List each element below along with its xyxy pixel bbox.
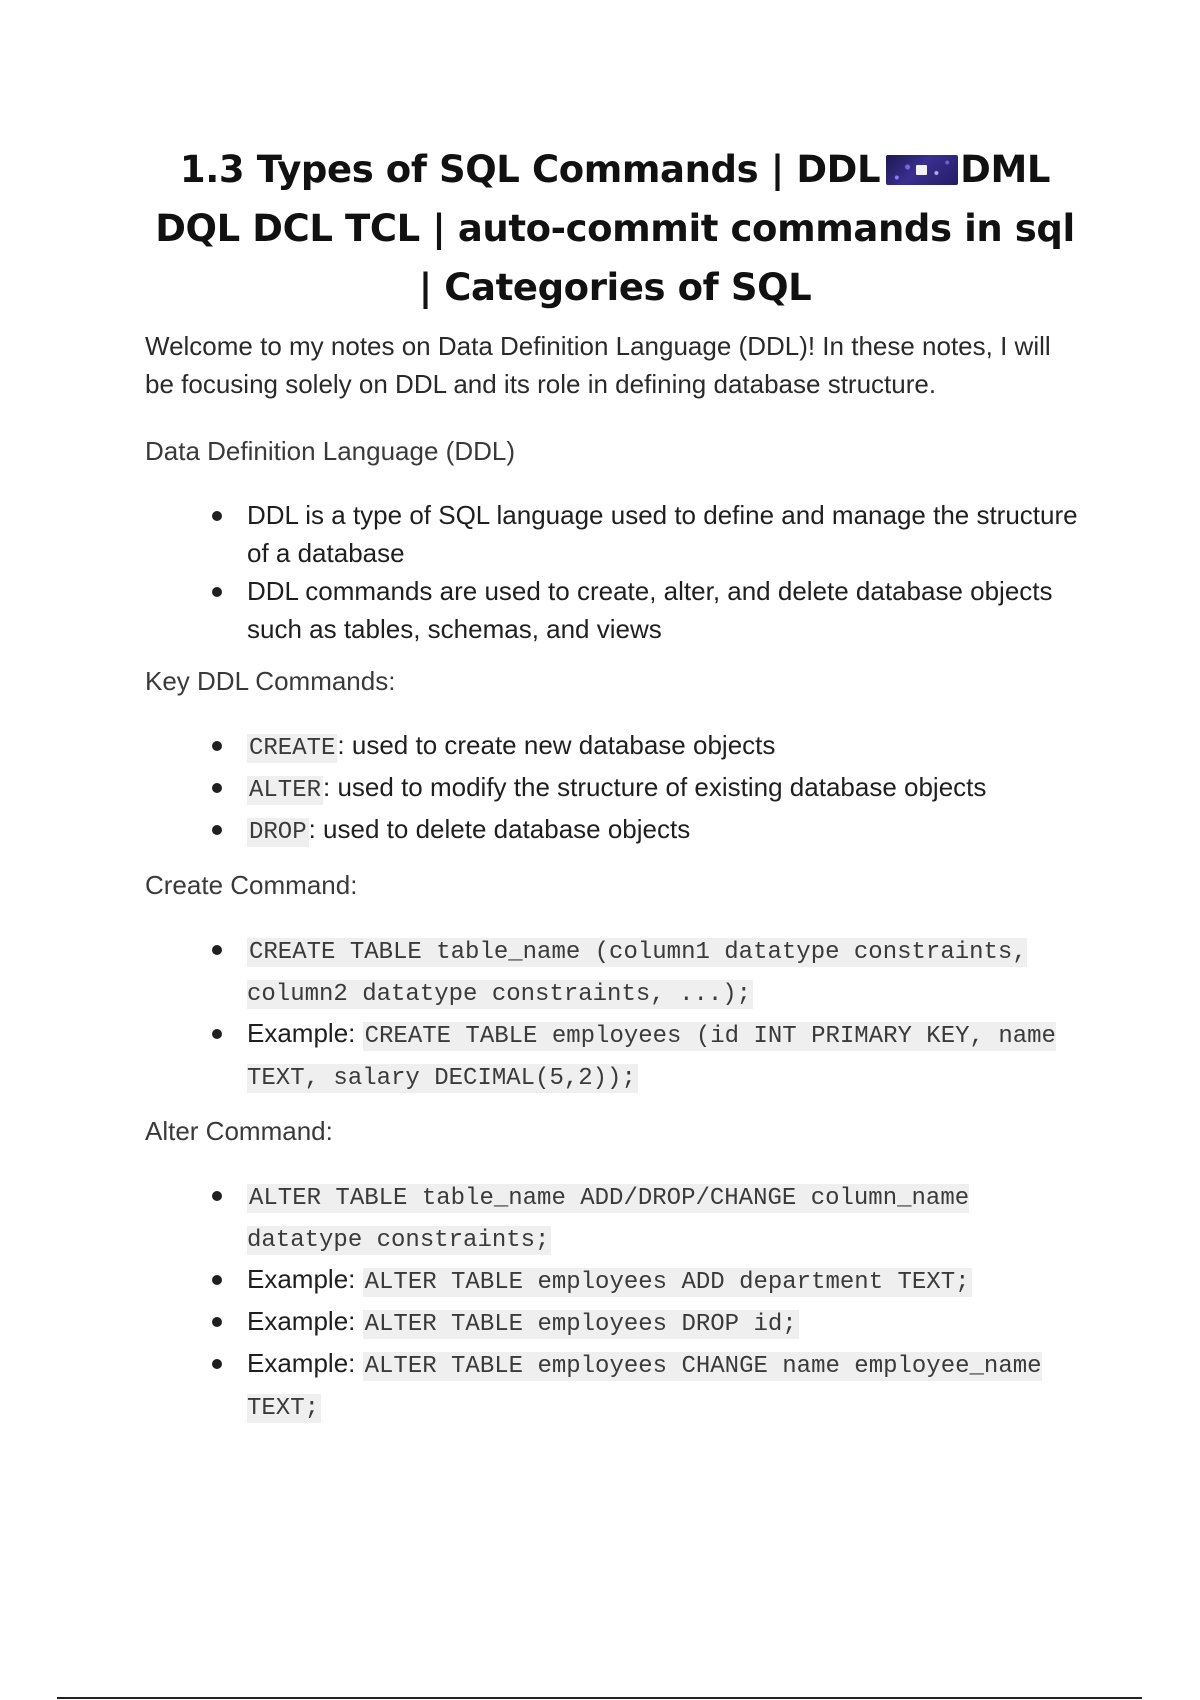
inline-code: CREATE — [249, 735, 336, 762]
list-item — [212, 768, 1085, 810]
example-label: Example: — [247, 1264, 363, 1294]
list-item — [212, 1302, 1085, 1344]
alter-command-heading: Alter Command: — [145, 1116, 333, 1146]
code-snippet: ALTER TABLE employees CHANGE name employee_name TEXT; — [247, 1353, 1042, 1422]
list-item — [212, 726, 1085, 768]
code-snippet: ALTER TABLE table_name ADD/DROP/CHANGE column_name datatype constraints; — [247, 1185, 970, 1254]
ddl-heading: Data Definition Language (DDL) — [145, 436, 515, 466]
code-snippet: ALTER TABLE employees ADD department TEXT; — [364, 1269, 970, 1296]
command-description: : used to modify the structure of existing database objects — [323, 772, 987, 802]
list-item — [212, 810, 1085, 852]
create-command-list — [212, 930, 1085, 1098]
code-snippet: ALTER TABLE employees DROP id; — [364, 1311, 797, 1338]
page-divider — [57, 1697, 1142, 1699]
list-item: DDL commands are used to create, alter, and delete database objects such as tables, schemas, and views — [212, 572, 1085, 648]
list-item — [212, 1176, 1085, 1260]
ddl-points-list — [212, 496, 1085, 648]
create-command-heading: Create Command: — [145, 870, 358, 900]
title-text-part1: 1.3 Types of SQL Commands | DDL — [179, 148, 881, 191]
command-description: : used to create new database objects — [337, 730, 776, 760]
intro-paragraph: Welcome to my notes on Data Definition Language (DDL)! In these notes, I will be focusing solely on DDL and its role in defining database structure. — [145, 331, 1051, 399]
alter-command-list — [212, 1176, 1085, 1428]
example-label: Example: — [247, 1306, 363, 1336]
example-label: Example: — [247, 1018, 363, 1048]
list-item — [212, 1014, 1085, 1098]
code-snippet: CREATE TABLE employees (id INT PRIMARY KEY, name TEXT, salary DECIMAL(5,2)); — [247, 1023, 1056, 1092]
page-title — [145, 140, 1085, 317]
key-commands-heading: Key DDL Commands: — [145, 666, 396, 696]
inline-code: DROP — [249, 819, 307, 846]
list-item: DDL is a type of SQL language used to define and manage the structure of a database — [212, 496, 1085, 572]
star-emoji-icon — [886, 155, 958, 185]
code-snippet: CREATE TABLE table_name (column1 datatype constraints, column2 datatype constraints, ...); — [247, 939, 1027, 1008]
command-description: : used to delete database objects — [308, 814, 691, 844]
inline-code: ALTER — [249, 777, 322, 804]
list-item — [212, 930, 1085, 1014]
example-label: Example: — [247, 1348, 363, 1378]
document-page — [145, 140, 1085, 1428]
key-commands-list — [212, 726, 1085, 852]
list-item — [212, 1344, 1085, 1428]
title-text-part2: DML DQL DCL TCL | auto-commit commands in sql | Categories of SQL — [155, 148, 1075, 309]
list-item — [212, 1260, 1085, 1302]
